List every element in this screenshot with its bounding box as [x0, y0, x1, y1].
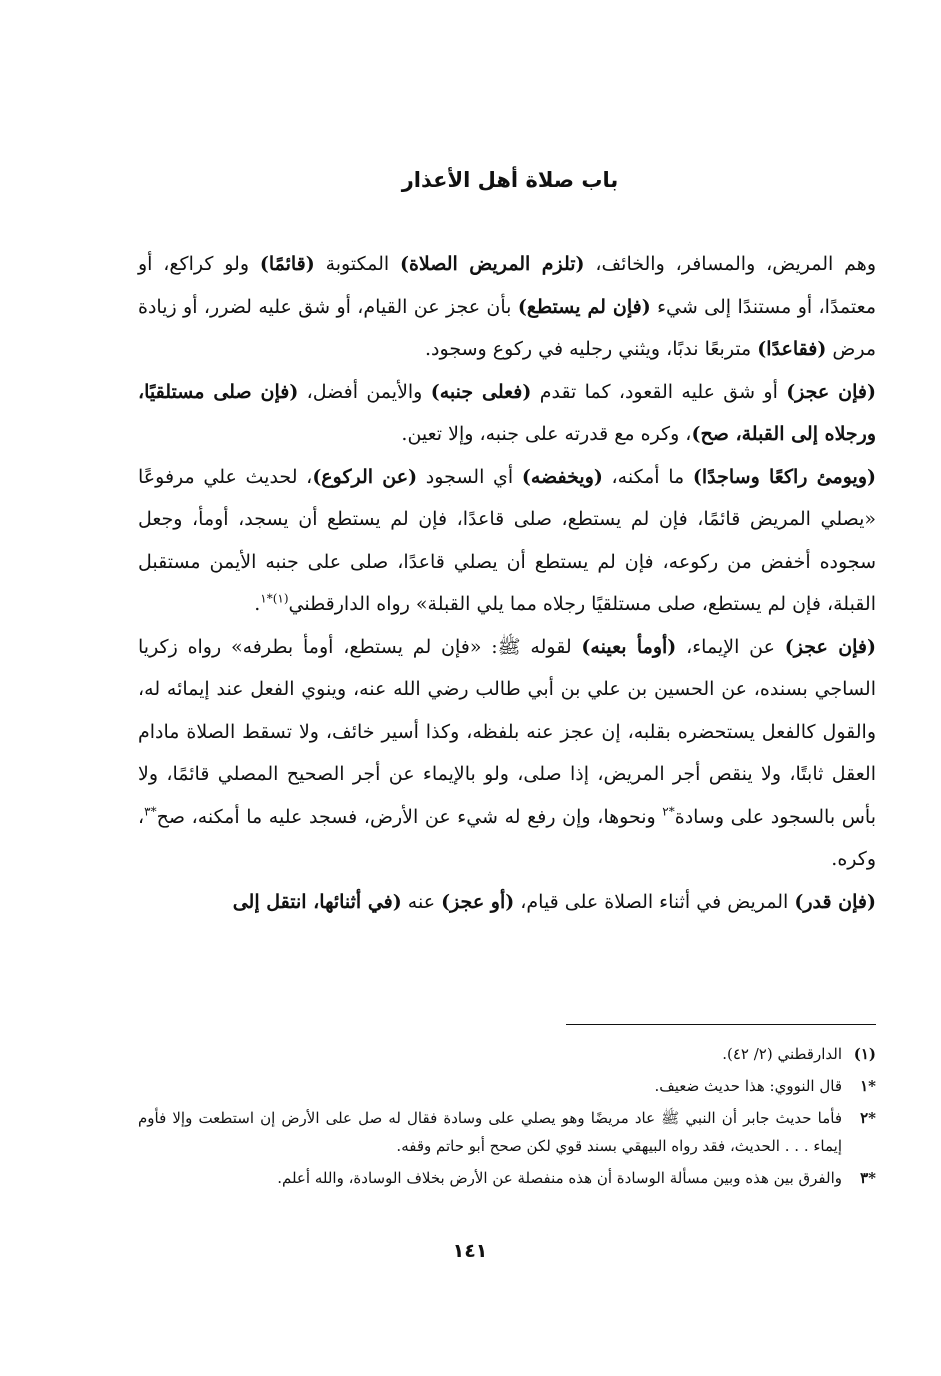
footnote-reference: (١)*١	[260, 591, 289, 606]
commentary-text: ما أمكنه،	[602, 465, 693, 488]
matn-text: (فإن لم يستطع)	[517, 295, 651, 318]
commentary-text: المريض في أثناء الصلاة على قيام،	[514, 890, 795, 913]
matn-text: (أو عجز)	[441, 890, 515, 913]
matn-text: (في أثنائها، انتقل إلى	[232, 890, 402, 913]
paragraph	[138, 881, 876, 924]
footnote-separator	[566, 1024, 876, 1025]
commentary-text: المكتوبة	[314, 253, 400, 275]
footnote-marker: *١	[860, 1077, 876, 1095]
paragraph	[138, 243, 876, 371]
commentary-text: لقوله ﷺ: «فإن لم يستطع، أومأ بطرفه» رواه زكريا الساجي بسنده، عن الحسين بن علي بن أبي طالب رضي الله عنه، وينوي الفعل عند إيمائه له، والقول كالفعل يستحضره بقلبه، إن عجز عنه بلفظه، وكذا أسير خائف، ولا تسقط الصلاة مادام العقل ثابتًا، ولا ينقص أجر المريض، إذا صلى، ولو بالإيماء عن أجر الصحيح المصلي قائمًا، ولا بأس بالسجود على وسادة	[138, 635, 876, 828]
footnote	[138, 1104, 876, 1160]
footnote-reference: *٣	[144, 804, 157, 819]
matn-text: (فإن قدر)	[794, 890, 876, 913]
matn-text: (أومأ بعينه)	[581, 635, 677, 658]
footnote	[138, 1164, 876, 1192]
commentary-text: .	[254, 593, 261, 615]
commentary-text: ، وكره.	[138, 805, 876, 870]
commentary-text: بأن عجز عن القيام، أو شق عليه لضرر، أو زيادة مرض	[138, 295, 876, 360]
matn-text: (ويخفضه)	[521, 465, 603, 488]
commentary-text: عنه	[401, 890, 442, 913]
commentary-text: ونحوها، وإن رفع له شيء عن الأرض، فسجد عليه ما أمكنه، صح	[156, 805, 663, 828]
commentary-text: أو شق عليه القعود، كما تقدم	[531, 380, 787, 403]
matn-text: (عن الركوع)	[312, 465, 418, 488]
matn-text: (فإن عجز)	[784, 635, 877, 658]
footnote	[138, 1072, 876, 1100]
footnote-text: الدارقطني (٢/ ٤٢).	[722, 1045, 842, 1063]
matn-text: (فإن صلى مستلقيًا، ورجلاه إلى القبلة، صح)	[138, 380, 876, 445]
matn-text: (تلزم المريض الصلاة)	[399, 253, 585, 275]
footnotes	[138, 1040, 876, 1196]
commentary-text: متربعًا ندبًا، ويثني رجليه في ركوع وسجود.	[425, 338, 758, 360]
commentary-text: والأيمن أفضل،	[298, 380, 431, 403]
chapter-title: باب صلاة أهل الأعذار	[401, 168, 619, 192]
commentary-text: ، لحديث علي مرفوعًا «يصلي المريض قائمًا، فإن لم يستطع، صلى قاعدًا، فإن لم يستطع أن يسجد، أومأ، وجعل سجوده أخفض من ركوعه، فإن لم يستطع أن يصلي قاعدًا، صلى على جنبه الأيمن مستقبل القبلة، فإن لم يستطع، صلى مستلقيًا رجلاه مما يلي القبلة» رواه الدارقطني	[138, 465, 876, 615]
footnote-text: قال النووي: هذا حديث ضعيف.	[654, 1077, 842, 1095]
footnote-text: فأما حديث جابر أن النبي ﷺ عاد مريضًا وهو يصلي على وسادة فقال له صل على الأرض إن استطعت وإلا فأوم إيماء . . . الحديث، فقد رواه البيهقي بسند قوي لكن صحح أبو حاتم وقفه.	[138, 1109, 842, 1155]
footnote-marker: *٢	[860, 1109, 876, 1127]
footnote-marker: *٣	[860, 1169, 876, 1187]
matn-text: (فعلى جنبه)	[430, 380, 532, 403]
commentary-text: ، وكره مع قدرته على جنبه، وإلا تعين.	[401, 423, 692, 445]
commentary-text: ولو كراكع، أو معتمدًا، أو مستندًا إلى شيء	[138, 253, 876, 318]
commentary-text: عن الإيماء،	[676, 635, 785, 658]
paragraph	[138, 371, 876, 456]
matn-text: (فإن عجز)	[786, 380, 876, 403]
matn-text: (ويومئ راكعًا وساجدًا)	[692, 465, 876, 488]
matn-text: (فقاعدًا)	[757, 338, 827, 360]
paragraph	[138, 626, 876, 881]
page-number: ١٤١	[452, 1240, 488, 1262]
commentary-text: وهم المريض، والمسافر، والخائف،	[584, 253, 876, 275]
matn-text: (قائمًا)	[259, 253, 315, 275]
footnote-text: والفرق بين هذه وبين مسألة الوسادة أن هذه منفصلة عن الأرض بخلاف الوسادة، والله أعلم.	[277, 1169, 842, 1187]
footnote-reference: *٢	[662, 804, 675, 819]
commentary-text: أي السجود	[417, 465, 522, 488]
paragraph	[138, 456, 876, 626]
footnote	[138, 1040, 876, 1068]
body-text	[138, 243, 876, 923]
footnote-marker: (١)	[853, 1045, 876, 1063]
